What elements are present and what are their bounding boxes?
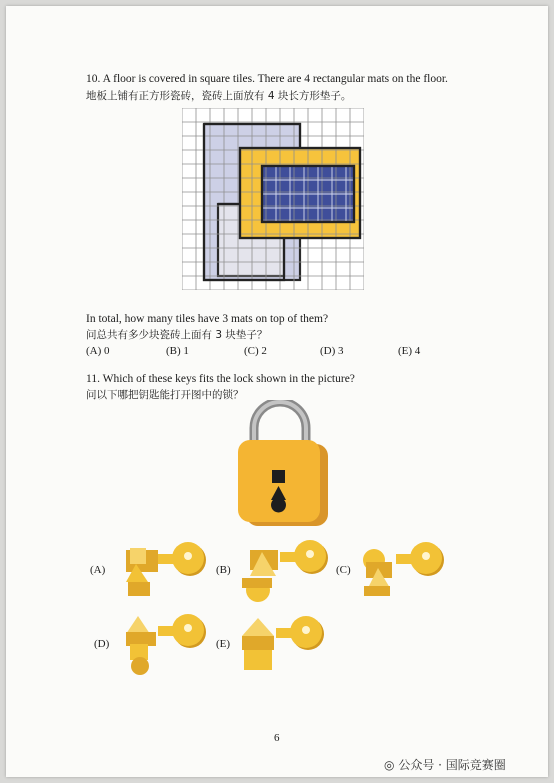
tile-grid-figure (182, 108, 364, 290)
q10-option-c[interactable]: (C) 2 (244, 345, 267, 357)
q11-option-b[interactable]: (B) (216, 564, 231, 576)
padlock-figure (228, 400, 332, 528)
wechat-icon: ◎ (384, 758, 395, 772)
q10-text-zh: 地板上铺有正方形瓷砖，瓷砖上面放有 4 块长方形垫子。 (86, 90, 352, 102)
q11-option-d[interactable]: (D) (94, 638, 110, 650)
q11-option-e[interactable]: (E) (216, 638, 231, 650)
q11-text-zh: 问以下哪把钥匙能打开图中的锁？ (86, 389, 244, 401)
watermark-text: 公众号 · 国际竞赛圈 (398, 758, 506, 772)
q10-question-zh: 问总共有多少块瓷砖上面有 3 块垫子？ (86, 329, 268, 341)
lock-keyhole-square (272, 470, 285, 483)
key-d-icon[interactable] (118, 610, 214, 676)
q11-option-c[interactable]: (C) (336, 564, 351, 576)
q10-option-a[interactable]: (A) 0 (86, 345, 110, 357)
lock-keyhole-circle (271, 498, 286, 513)
q10-text-en: 10. A floor is covered in square tiles. There are 4 rectangular mats on the floor. (86, 73, 448, 85)
q10-option-b[interactable]: (B) 1 (166, 345, 189, 357)
q11-text-en: 11. Which of these keys fits the lock shown in the picture? (86, 373, 355, 385)
key-b-icon[interactable] (236, 536, 336, 606)
key-c-icon[interactable] (356, 538, 452, 602)
watermark (384, 756, 506, 773)
key-e-icon[interactable] (236, 612, 332, 676)
q10-question-en: In total, how many tiles have 3 mats on top of them? (86, 313, 329, 325)
q10-option-e[interactable]: (E) 4 (398, 345, 421, 357)
q11-option-a[interactable]: (A) (90, 564, 106, 576)
page-number: 6 (274, 732, 280, 744)
page (6, 6, 548, 777)
q10-option-d[interactable]: (D) 3 (320, 345, 344, 357)
key-a-icon[interactable] (118, 538, 214, 602)
